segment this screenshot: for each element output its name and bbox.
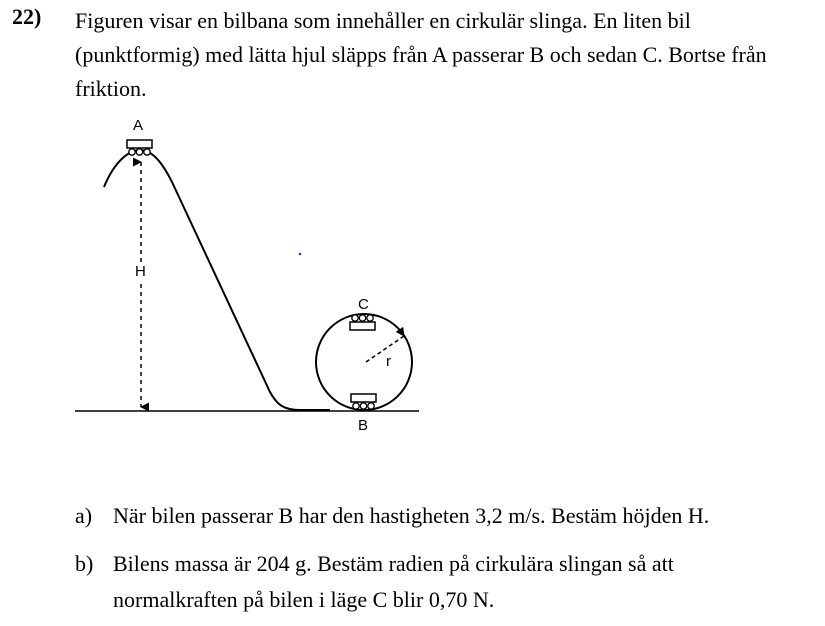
intro-text: Figuren visar en bilbana som innehåller en cirkulär slinga. En liten bil (punktformig) med lätta hjul släpps från A passerar B och sedan C. Bortse från friktion. — [75, 8, 767, 101]
label-c: C — [358, 296, 369, 313]
subquestion-a-text: När bilen passerar B har den hastigheten 3,2 m/s. Bestäm höjden H. — [113, 503, 710, 528]
car-at-b — [351, 394, 376, 409]
subquestion-b-letter: b) — [75, 551, 94, 576]
stray-dot — [299, 253, 301, 255]
label-a: A — [133, 117, 144, 134]
car-at-a — [127, 140, 152, 155]
radius-arrow — [366, 336, 404, 362]
car-at-c — [350, 315, 375, 330]
label-b: B — [358, 417, 369, 434]
subquestion-b-text: Bilens massa är 204 g. Bestäm radien på cirkulära slingan så att normalkraften på bilen i läge C blir 0,70 N. — [113, 551, 674, 612]
label-r: r — [386, 353, 391, 370]
question-number: 22) — [12, 4, 42, 29]
label-h: H — [135, 263, 146, 280]
track-ramp — [104, 150, 330, 410]
subquestion-a-letter: a) — [75, 503, 93, 528]
